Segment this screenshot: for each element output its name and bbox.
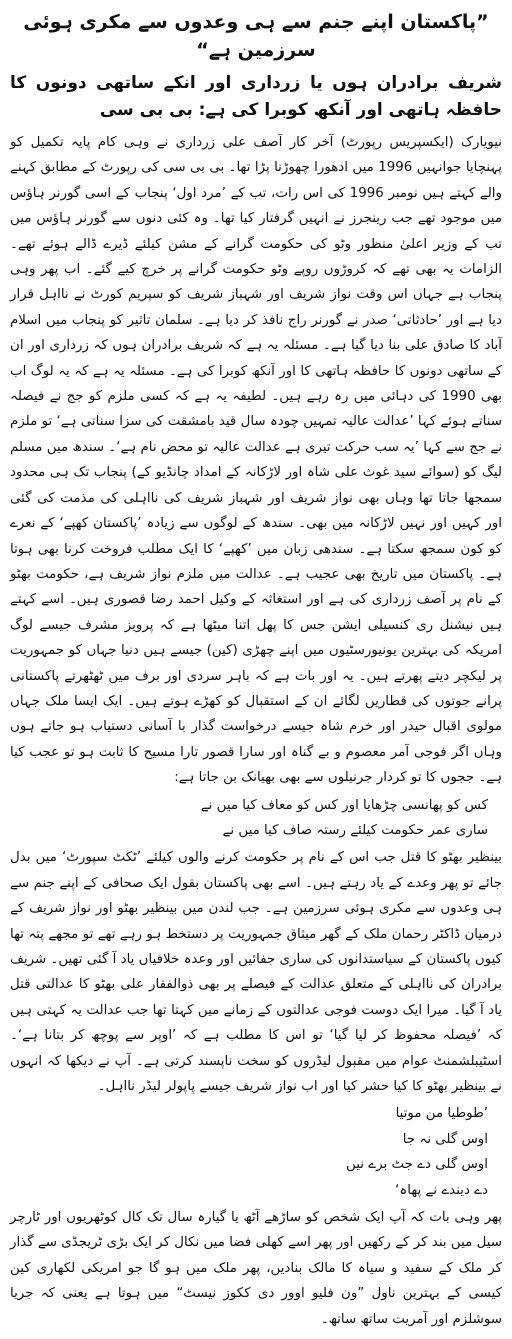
article-paragraph-3: پھر وہی بات کہ آپ ایک شخص کو ساڑھے آٹھ یا گیارہ سال تک کال کوٹھریوں اور ٹارچر سیل میں بند کر کے رکھیں اور پھر اسے کھلی فضا میں نکال کر ایک بڑی ٹریجڈی سے گذار کر ملک کے سفید و سیاہ کا مالک بنادیں، پھر ملک میں ہو گا جو امریکی لکھاری کین کیسی کے بہترین ناول ”ون فلیو اوور دی ککوز نیسٹ“ میں ہوتا ہے یعنی کہ جریا سوشلزم اور آمریت ساتھ ساتھ۔ xyxy=(10,1210,502,1327)
verse-line: دے دیندے نے پھاہ‘ xyxy=(395,1182,488,1198)
verse-line: کس کو پھانسی چڑھایا اور کس کو معاف کیا میں نے xyxy=(200,797,488,813)
verse-line: ’طوطیا من موتیا xyxy=(395,1106,488,1122)
article-paragraph-2: بینظیر بھٹو کا قتل جب اس کے نام پر حکومت کرنے والوں کیلئے ’ٹکٹ سپورٹ‘ میں بدل جائے تو پھر وعدے کے یاد رہتے ہیں۔ اسے بھی پاکستان بقول ایک صحافی کے اپنے جنم سے ہی وعدوں سے مکری ہوئی سرزمین ہے۔ جب لندن میں بینظیر بھٹو اور نواز شریف کے درمیان ڈاکٹر رحمان ملک کے گھر میثاق جمہوریت پر دستخط ہو رہے تھے تو مجھے پتہ تھا کیوں پاکستان کے سیاستدانوں کی ساری جفائیں اور وعدہ خلافیاں یاد آ گئی تھیں۔ شریف برادران کی نااہلی کے متعلق عدالت کے فیصلے پر بھی ذوالفقار علی بھٹو کا عدالتی قتل یاد آ گیا۔ میرا ایک دوست فوجی عدالتوں کے زمانے میں کہتا تھا جب عدالت یہ کہتی ہیں کہ ’فیصلہ محفوظ کر لیا گیا‘ تو اس کا مطلب ہے کہ ’اوپر سے پوچھ کر بتانا ہے‘۔ اسٹیبلشمنٹ عوام میں مقبول لیڈروں کو سخت ناپسند کرتی ہے۔ آپ نے دیکھا کہ انہوں نے بینظیر بھٹو کا کیا حشر کیا اور اب نواز شریف جیسے پاپولر لیڈر نااہل۔ xyxy=(10,850,502,1095)
verse-line: اوس گلی نہ جا xyxy=(402,1131,488,1147)
article-subheading: شریف برادران ہوں یا زرداری اور انکے ساتھی دونوں کا حافظہ ہاتھی اور آنکھ کوبرا کی ہے: بی بی سی xyxy=(10,73,502,120)
verse-line: ساری عمر حکومت کیلئے رستہ صاف کیا میں نے xyxy=(222,822,488,838)
verse-block-1 xyxy=(10,793,502,844)
verse-line: اوس گلی دے جٹ برے نیں xyxy=(346,1157,488,1173)
article-paragraph-1: نیویارک (ایکسپریس رپورٹ) آخر کار آصف علی زرداری نے وہی کام پایہ تکمیل کو پہنچایا جوانہیں 1996 میں ادھورا چھوڑنا پڑا تھا۔ بی بی سی کی رپورٹ کے مطابق کہنے والے کہتے ہیں نومبر 1996 کی اس رات، تب کے ’مرد اول‘ پنجاب کے اسی گورنر ہاؤس میں موجود تھے جب رینجرز نے انہیں گرفتار کیا تھا۔ وہ کئی دنوں سے گورنر ہاؤس میں تب کے وزیر اعلیٰ منظور وٹو کی حکومت گرانے کے مشن کیلئے ڈیرے ڈالے ہوئے تھے۔ الزامات یہ بھی تھے کہ کروڑوں روپے وٹو حکومت گرانے پر خرچ کیے گئے۔ اب پھر وہی پنجاب ہے جہاں اس وقت نواز شریف اور شہباز شریف کو سپریم کورٹ نے نااہل قرار دیا ہے اور ’حادثاتی‘ صدر نے گورنر راج نافذ کر دیا ہے۔ سلمان تاثیر کو پنجاب میں اسلام آباد کا صادق علی بنا دیا گیا ہے۔ مسئلہ یہ ہے کہ شریف برادران ہوں کہ زرداری اور ان کے ساتھی دونوں کا حافظہ ہاتھی کا اور آنکھ کوبرا کی ہے۔ مسئلہ یہ ہے کہ یہ لوگ اب بھی 1990 کی دہائی میں رہ رہے ہیں۔ لطیفہ یہ ہے کہ کسی ملزم کو جج نے فیصلہ سناتے ہوئے کہا ’عدالت عالیہ تمہیں چودہ سال قید بامشقت کی سزا سناتی ہے‘ تو ملزم نے جج سے کہا ’یہ سب حرکت تیری ہے عدالت عالیہ تو محض نام ہے‘۔ سندھ میں مسلم لیگ کو (سوائے سید غوث علی شاہ اور لاڑکانہ کے امداد چانڈیو کے) پنجاب تک ہی محدود سمجھا جاتا تھا وہاں بھی نواز شریف اور شہباز شریف کی نااہلی کی مذمت کی گئی اور کہیں اور نہیں لاڑکانہ میں بھی۔ سندھ کے لوگوں سے زیادہ ’پاکستان کھپے‘ کے نعرے کو کون سمجھ سکتا ہے۔ سندھی زبان میں ’کھپے‘ کا ایک مطلب فروخت کرنا بھی ہوتا ہے۔ پاکستان میں تاریخ بھی عجیب ہے۔ عدالت میں ملزم نواز شریف ہے، حکومت بھٹو کے نام پر آصف زرداری کی ہے اور استغاثہ کے وکیل احمد رضا قصوری ہیں۔ اسے کہتے ہیں نیشنل ری کنسیلی ایشن جس کا پھل اتنا میٹھا ہے کہ پرویز مشرف جیسے لوگ امریکہ کی بہترین یونیورسٹیوں میں اپنے چھڑی (کین) جیسے ہیں دنیا جہاں کو جمہوریت پر لیکچر دیتے پھرتے ہیں۔ یہ اور بات ہے کہ باہر سردی اور برف میں ٹھٹھرتے پاکستانی پرانے جوتوں کی قطاریں لگائے ان کے استقبال کو کھڑے ہوتے ہیں۔ ایک ایسا ملک جہاں مولوی اقبال حیدر اور خرم شاہ جیسے درخواست گذار با آسانی دستیاب ہو جاتے ہوں وہاں اگر فوجی آمر معصوم و بے گناہ اور سارا قصور تارا مسیح کا ثابت ہو تو عجب کیا ہے۔ ججوں کا تو کردار جرنیلوں سے بھی بھیانک بن جاتا ہے: xyxy=(10,135,502,786)
verse-block-2 xyxy=(10,1101,502,1203)
article-title: ”پاکستان اپنے جنم سے ہی وعدوں سے مکری ہوئی سرزمین ہے“ xyxy=(23,11,489,61)
